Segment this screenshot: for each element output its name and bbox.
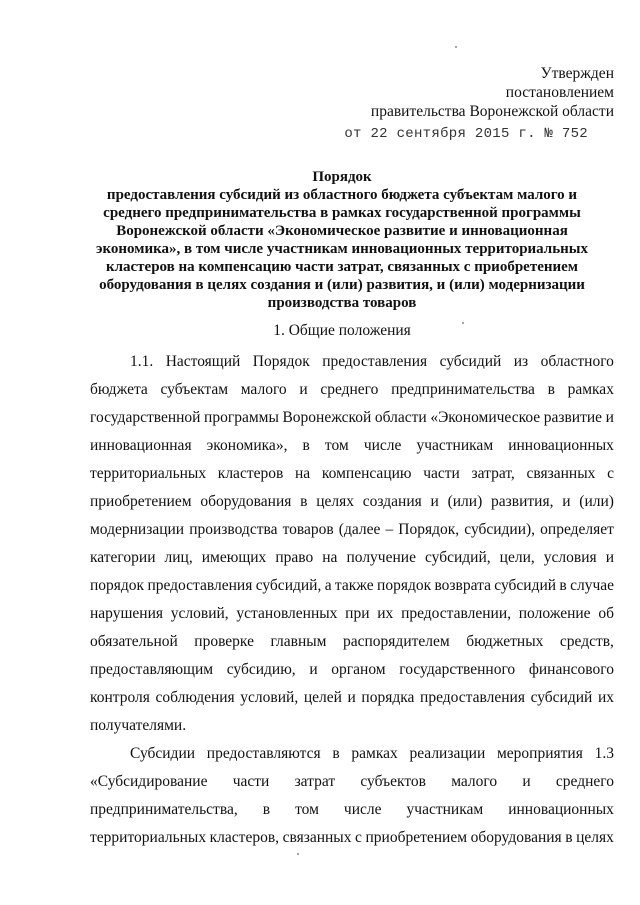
text-line	[90, 656, 614, 684]
word: об	[598, 605, 614, 622]
word: предпринимательства,	[90, 801, 238, 818]
word: контроля	[90, 689, 150, 706]
word: реализации	[409, 745, 486, 762]
word: при	[345, 605, 370, 622]
word: главным	[270, 633, 327, 650]
word: право	[275, 549, 314, 566]
word: бюджетных	[466, 633, 544, 650]
word: (далее	[338, 521, 381, 538]
word: а	[324, 577, 332, 594]
word: развитие	[543, 409, 603, 426]
word: на	[322, 549, 338, 566]
word: и	[605, 409, 614, 426]
scan-speck	[455, 46, 457, 48]
word: предпринимательства	[391, 381, 535, 398]
word: предоставления	[322, 353, 428, 370]
word: экономика»,	[206, 437, 288, 454]
word: предоставления	[147, 577, 253, 594]
word: в	[547, 381, 555, 398]
word: проверке	[194, 633, 254, 650]
word: предоставления	[420, 689, 525, 706]
word: Порядок	[252, 353, 310, 370]
word: числе	[363, 437, 402, 454]
text-line	[90, 796, 614, 824]
word: порядок	[377, 577, 432, 594]
word: связанных	[282, 829, 352, 846]
word: бюджета	[90, 381, 148, 398]
word: компенсацию	[321, 465, 412, 482]
text-line	[90, 488, 614, 516]
word: порядка	[361, 689, 415, 706]
word: предоставлении,	[401, 605, 512, 622]
word: среднего	[320, 381, 379, 398]
word: том	[295, 801, 319, 818]
word: субсидий	[439, 353, 502, 370]
word: субсидий,	[425, 549, 491, 566]
scan-speck	[462, 322, 464, 324]
document-title	[70, 168, 614, 312]
word: инновационная	[90, 437, 192, 454]
word: соблюдения	[155, 689, 235, 706]
text-line	[90, 824, 614, 852]
section-heading: 1. Общие положения	[273, 322, 411, 339]
title-line: оборудования в целях создания и (или) развития, и (или) модернизации	[99, 277, 585, 293]
word: и	[562, 493, 571, 510]
word: приобретением	[365, 829, 468, 846]
approval-line: Утвержден	[540, 65, 614, 82]
word: мероприятия	[496, 745, 583, 762]
word: «Субсидирование	[90, 773, 208, 790]
word: в	[262, 801, 271, 818]
text-line	[90, 740, 614, 768]
word: Настоящий	[165, 353, 241, 370]
word: том	[324, 437, 349, 454]
body-text	[90, 348, 614, 852]
title-line: производства товаров	[267, 295, 417, 311]
word: малого	[451, 773, 498, 790]
word: производства	[189, 521, 278, 538]
word: в	[300, 493, 308, 510]
word: и	[605, 549, 614, 566]
word: кластеров,	[209, 829, 280, 846]
text-line	[90, 404, 614, 432]
word: случае	[570, 577, 614, 594]
word: области	[374, 409, 427, 426]
word: в	[559, 577, 567, 594]
word: условий,	[240, 689, 299, 706]
title-line: Порядок	[312, 169, 372, 185]
word: также	[334, 577, 374, 594]
word: затрат,	[471, 465, 515, 482]
word: их	[597, 689, 614, 706]
word: программы	[204, 409, 279, 426]
text-line	[90, 460, 614, 488]
word: рамках	[351, 745, 398, 762]
word: областного	[540, 353, 614, 370]
title-line: предоставления субсидий из областного бюджета субъектам малого и	[106, 187, 578, 203]
word: получателями.	[90, 717, 187, 734]
approval-line: постановлением	[505, 84, 614, 101]
approval-line: правительства Воронежской области	[370, 103, 614, 120]
word: органом	[331, 661, 386, 678]
word: (или)	[579, 493, 614, 510]
word: категории	[90, 549, 156, 566]
word: на	[295, 465, 311, 482]
scan-speck	[297, 853, 299, 855]
word: положение	[518, 605, 591, 622]
word: затрат	[294, 773, 336, 790]
word: из	[513, 353, 529, 370]
word: распорядителем	[343, 633, 450, 650]
word: субсидию,	[226, 661, 296, 678]
word: условий,	[170, 605, 229, 622]
word: государственного	[399, 661, 516, 678]
text-line	[90, 544, 614, 572]
word: и	[430, 493, 439, 510]
word: порядок	[90, 577, 145, 594]
text-line	[90, 712, 614, 740]
word: обязательной	[90, 633, 178, 650]
word: и	[299, 381, 308, 398]
decree-number: от 22 сентября 2015 г. № 752	[344, 126, 588, 142]
word: 1.1.	[130, 353, 154, 370]
word: их	[377, 605, 394, 622]
word: связанных	[526, 465, 596, 482]
approval-block	[344, 64, 614, 144]
word: среднего	[555, 773, 614, 790]
word: лиц,	[164, 549, 193, 566]
word: рамках	[567, 381, 614, 398]
word: получение	[346, 549, 416, 566]
text-line	[90, 348, 614, 376]
word: возврата	[434, 577, 491, 594]
word: инновационных	[508, 437, 614, 454]
word: в	[332, 745, 340, 762]
title-line: Воронежской области «Экономическое развитие и инновационная	[116, 223, 568, 239]
title-line: экономика», в том числе участникам инновационных территориальных	[95, 241, 589, 257]
word: установленных	[236, 605, 338, 622]
text-line	[90, 376, 614, 404]
text-line	[90, 628, 614, 656]
word: территориальных	[90, 465, 207, 482]
word: и	[347, 689, 356, 706]
word: числе	[343, 801, 382, 818]
word: с	[355, 829, 362, 846]
word: финансового	[528, 661, 614, 678]
word: товаров	[282, 521, 334, 538]
word: Порядок,	[398, 521, 460, 538]
word: предоставляются	[206, 745, 321, 762]
word: территориальных	[90, 829, 207, 846]
word: в	[302, 437, 310, 454]
word: Субсидии	[130, 745, 196, 762]
word: оборудования	[470, 829, 562, 846]
title-line: кластеров на компенсацию части затрат, связанных с приобретением	[105, 259, 579, 275]
word: (или)	[447, 493, 483, 510]
text-line	[90, 768, 614, 796]
text-line	[90, 516, 614, 544]
word: субъектов	[360, 773, 426, 790]
word: участникам	[416, 437, 494, 454]
word: цели,	[499, 549, 535, 566]
word: «Экономическое	[430, 409, 541, 426]
word: субсидий	[494, 577, 557, 594]
word: в	[565, 829, 573, 846]
word: части	[232, 773, 270, 790]
word: субсидий,	[255, 577, 322, 594]
word: предоставляющим	[90, 661, 214, 678]
text-line	[90, 432, 614, 460]
word: инновационных	[508, 801, 614, 818]
text-line	[90, 684, 614, 712]
word: субсидии),	[464, 521, 536, 538]
title-line: среднего предпринимательства в рамках государственной программы	[103, 205, 581, 221]
text-line	[90, 572, 614, 600]
word: –	[385, 521, 394, 538]
word: и	[522, 773, 531, 790]
word: целях	[576, 829, 614, 846]
word: средств,	[559, 633, 614, 650]
word: создания	[362, 493, 422, 510]
word: целях	[316, 493, 355, 510]
word: с	[607, 465, 614, 482]
word: Воронежской	[282, 409, 372, 426]
word: условия	[543, 549, 597, 566]
word: части	[423, 465, 460, 482]
word: имеющих	[201, 549, 267, 566]
word: государственной	[90, 409, 201, 426]
word: субсидий	[530, 689, 593, 706]
word: целей	[303, 689, 342, 706]
word: участникам	[406, 801, 484, 818]
word: 1.3	[594, 745, 614, 762]
word: малого	[240, 381, 287, 398]
word: нарушения	[90, 605, 164, 622]
word: модернизации	[90, 521, 185, 538]
text-line	[90, 600, 614, 628]
word: кластеров	[217, 465, 284, 482]
word: определяет	[540, 521, 614, 538]
word: приобретением	[90, 493, 192, 510]
word: оборудования	[200, 493, 292, 510]
word: субъектам	[160, 381, 229, 398]
word: развития,	[491, 493, 554, 510]
word: и	[309, 661, 318, 678]
